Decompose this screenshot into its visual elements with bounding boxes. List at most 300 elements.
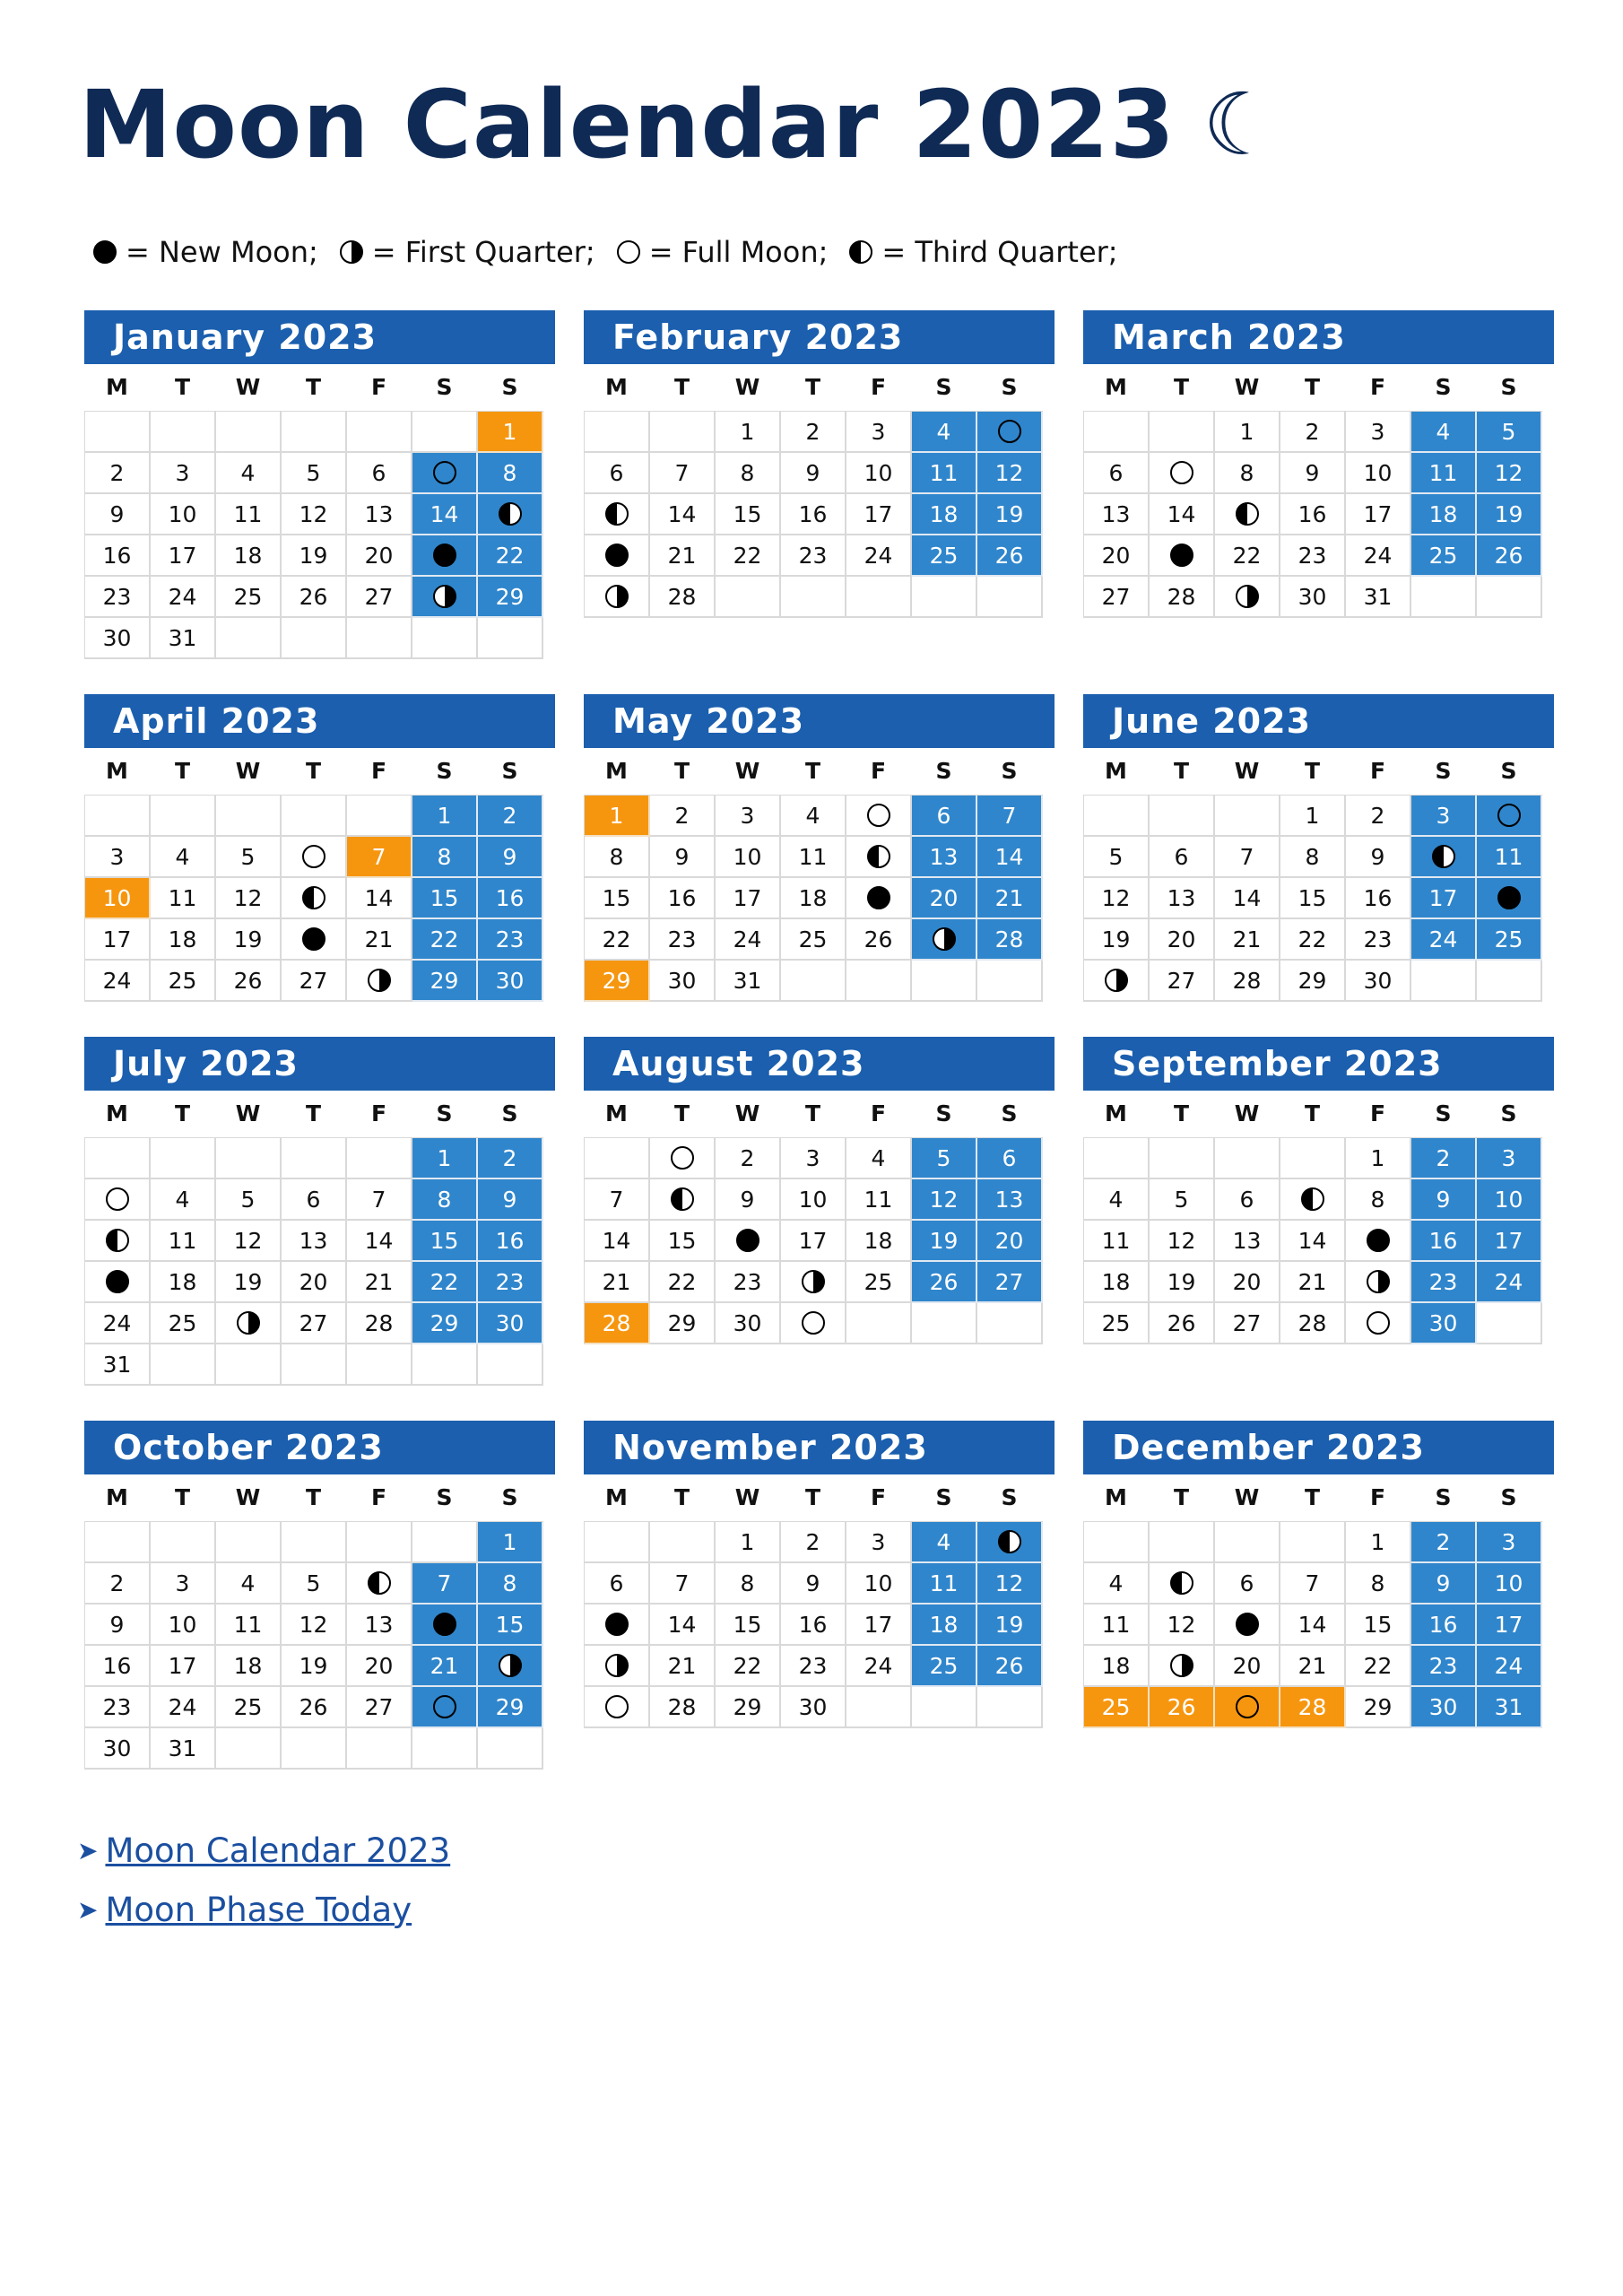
day-cell[interactable] (585, 535, 650, 577)
day-cell[interactable] (1411, 1138, 1477, 1179)
day-cell[interactable] (781, 878, 846, 919)
day-cell[interactable] (912, 1563, 977, 1605)
day-cell[interactable] (716, 878, 781, 919)
day-cell[interactable] (585, 878, 650, 919)
day-cell[interactable] (585, 453, 650, 494)
day-cell[interactable] (85, 1344, 151, 1386)
day-cell[interactable] (1215, 919, 1280, 961)
day-cell[interactable] (85, 494, 151, 535)
day-cell[interactable] (1215, 494, 1280, 535)
day-cell[interactable] (912, 1522, 977, 1563)
day-cell[interactable] (478, 919, 543, 961)
day-cell[interactable] (1477, 1522, 1542, 1563)
day-cell[interactable] (781, 494, 846, 535)
day-cell[interactable] (1280, 412, 1346, 453)
day-cell[interactable] (1280, 1303, 1346, 1344)
link-0[interactable]: Moon Calendar 2023 (105, 1831, 451, 1870)
day-cell[interactable] (912, 837, 977, 878)
day-cell[interactable] (977, 1138, 1043, 1179)
day-cell[interactable] (1280, 494, 1346, 535)
day-cell[interactable] (977, 412, 1043, 453)
day-cell[interactable] (1084, 1221, 1150, 1262)
day-cell[interactable] (1280, 453, 1346, 494)
day-cell[interactable] (846, 1522, 912, 1563)
day-cell[interactable] (347, 1262, 412, 1303)
day-cell[interactable] (1084, 577, 1150, 618)
day-cell[interactable] (478, 1303, 543, 1344)
day-cell[interactable] (716, 1522, 781, 1563)
day-cell[interactable] (650, 1303, 716, 1344)
day-cell[interactable] (1411, 796, 1477, 837)
day-cell[interactable] (1477, 535, 1542, 577)
day-cell[interactable] (1084, 1303, 1150, 1344)
day-cell[interactable] (151, 1728, 216, 1770)
day-cell[interactable] (282, 1687, 347, 1728)
day-cell[interactable] (1411, 1605, 1477, 1646)
day-cell[interactable] (1150, 1179, 1215, 1221)
day-cell[interactable] (478, 494, 543, 535)
day-cell[interactable] (1411, 1687, 1477, 1728)
day-cell[interactable] (1346, 412, 1411, 453)
day-cell[interactable] (585, 1687, 650, 1728)
day-cell[interactable] (846, 1138, 912, 1179)
day-cell[interactable] (1477, 1138, 1542, 1179)
day-cell[interactable] (216, 1303, 282, 1344)
day-cell[interactable] (1346, 1687, 1411, 1728)
day-cell[interactable] (85, 577, 151, 618)
day-cell[interactable] (347, 1179, 412, 1221)
day-cell[interactable] (846, 1605, 912, 1646)
day-cell[interactable] (1215, 837, 1280, 878)
day-cell[interactable] (1346, 1179, 1411, 1221)
day-cell[interactable] (1084, 1646, 1150, 1687)
day-cell[interactable] (1411, 1179, 1477, 1221)
day-cell[interactable] (781, 1605, 846, 1646)
day-cell[interactable] (412, 494, 478, 535)
day-cell[interactable] (282, 494, 347, 535)
day-cell[interactable] (1084, 1179, 1150, 1221)
day-cell[interactable] (912, 878, 977, 919)
day-cell[interactable] (216, 961, 282, 1002)
day-cell[interactable] (1150, 878, 1215, 919)
day-cell[interactable] (846, 453, 912, 494)
day-cell[interactable] (1477, 1221, 1542, 1262)
day-cell[interactable] (1150, 577, 1215, 618)
day-cell[interactable] (585, 1262, 650, 1303)
day-cell[interactable] (1280, 878, 1346, 919)
day-cell[interactable] (478, 1646, 543, 1687)
day-cell[interactable] (1084, 961, 1150, 1002)
day-cell[interactable] (478, 878, 543, 919)
day-cell[interactable] (585, 837, 650, 878)
day-cell[interactable] (478, 796, 543, 837)
day-cell[interactable] (781, 796, 846, 837)
day-cell[interactable] (1150, 919, 1215, 961)
day-cell[interactable] (1346, 837, 1411, 878)
day-cell[interactable] (1150, 1605, 1215, 1646)
day-cell[interactable] (912, 494, 977, 535)
day-cell[interactable] (585, 494, 650, 535)
day-cell[interactable] (781, 1522, 846, 1563)
day-cell[interactable] (151, 1605, 216, 1646)
day-cell[interactable] (912, 1262, 977, 1303)
day-cell[interactable] (716, 1563, 781, 1605)
day-cell[interactable] (282, 1563, 347, 1605)
day-cell[interactable] (216, 1646, 282, 1687)
day-cell[interactable] (85, 1221, 151, 1262)
day-cell[interactable] (781, 1262, 846, 1303)
day-cell[interactable] (1215, 1221, 1280, 1262)
day-cell[interactable] (85, 453, 151, 494)
day-cell[interactable] (716, 1687, 781, 1728)
day-cell[interactable] (1280, 1221, 1346, 1262)
day-cell[interactable] (216, 837, 282, 878)
day-cell[interactable] (912, 1179, 977, 1221)
day-cell[interactable] (1346, 1522, 1411, 1563)
day-cell[interactable] (1346, 577, 1411, 618)
day-cell[interactable] (347, 1646, 412, 1687)
day-cell[interactable] (1280, 837, 1346, 878)
day-cell[interactable] (216, 1179, 282, 1221)
day-cell[interactable] (585, 1605, 650, 1646)
day-cell[interactable] (347, 1303, 412, 1344)
day-cell[interactable] (912, 535, 977, 577)
day-cell[interactable] (412, 961, 478, 1002)
link-1[interactable]: Moon Phase Today (105, 1890, 412, 1929)
day-cell[interactable] (585, 1221, 650, 1262)
day-cell[interactable] (1150, 1646, 1215, 1687)
day-cell[interactable] (1215, 1563, 1280, 1605)
day-cell[interactable] (1411, 1221, 1477, 1262)
day-cell[interactable] (216, 1262, 282, 1303)
day-cell[interactable] (1477, 412, 1542, 453)
day-cell[interactable] (1477, 453, 1542, 494)
day-cell[interactable] (716, 1646, 781, 1687)
day-cell[interactable] (1084, 1687, 1150, 1728)
day-cell[interactable] (650, 1138, 716, 1179)
day-cell[interactable] (1411, 453, 1477, 494)
day-cell[interactable] (846, 919, 912, 961)
day-cell[interactable] (650, 1221, 716, 1262)
day-cell[interactable] (151, 1687, 216, 1728)
day-cell[interactable] (1215, 1179, 1280, 1221)
day-cell[interactable] (151, 1646, 216, 1687)
day-cell[interactable] (1084, 837, 1150, 878)
day-cell[interactable] (347, 577, 412, 618)
day-cell[interactable] (1346, 796, 1411, 837)
day-cell[interactable] (1084, 1605, 1150, 1646)
day-cell[interactable] (151, 1221, 216, 1262)
day-cell[interactable] (1477, 796, 1542, 837)
day-cell[interactable] (151, 494, 216, 535)
day-cell[interactable] (85, 1563, 151, 1605)
day-cell[interactable] (1150, 535, 1215, 577)
day-cell[interactable] (347, 961, 412, 1002)
day-cell[interactable] (1411, 494, 1477, 535)
day-cell[interactable] (1150, 1221, 1215, 1262)
day-cell[interactable] (1215, 1687, 1280, 1728)
day-cell[interactable] (151, 1303, 216, 1344)
day-cell[interactable] (846, 412, 912, 453)
day-cell[interactable] (1215, 1262, 1280, 1303)
day-cell[interactable] (716, 453, 781, 494)
day-cell[interactable] (151, 1563, 216, 1605)
day-cell[interactable] (912, 1138, 977, 1179)
day-cell[interactable] (1477, 1646, 1542, 1687)
day-cell[interactable] (151, 1262, 216, 1303)
day-cell[interactable] (1411, 837, 1477, 878)
day-cell[interactable] (716, 919, 781, 961)
day-cell[interactable] (478, 1221, 543, 1262)
day-cell[interactable] (1477, 919, 1542, 961)
day-cell[interactable] (478, 1605, 543, 1646)
day-cell[interactable] (846, 796, 912, 837)
day-cell[interactable] (650, 1563, 716, 1605)
day-cell[interactable] (716, 796, 781, 837)
day-cell[interactable] (846, 1646, 912, 1687)
day-cell[interactable] (977, 494, 1043, 535)
day-cell[interactable] (347, 1605, 412, 1646)
day-cell[interactable] (781, 919, 846, 961)
day-cell[interactable] (912, 796, 977, 837)
day-cell[interactable] (1215, 878, 1280, 919)
day-cell[interactable] (977, 535, 1043, 577)
day-cell[interactable] (716, 1262, 781, 1303)
day-cell[interactable] (412, 878, 478, 919)
day-cell[interactable] (1215, 961, 1280, 1002)
day-cell[interactable] (347, 878, 412, 919)
day-cell[interactable] (1084, 878, 1150, 919)
day-cell[interactable] (1150, 494, 1215, 535)
day-cell[interactable] (1477, 878, 1542, 919)
day-cell[interactable] (846, 1179, 912, 1221)
day-cell[interactable] (85, 878, 151, 919)
day-cell[interactable] (412, 919, 478, 961)
day-cell[interactable] (85, 1687, 151, 1728)
day-cell[interactable] (585, 919, 650, 961)
day-cell[interactable] (282, 535, 347, 577)
day-cell[interactable] (1150, 1303, 1215, 1344)
day-cell[interactable] (977, 1646, 1043, 1687)
day-cell[interactable] (1411, 412, 1477, 453)
day-cell[interactable] (1150, 1262, 1215, 1303)
day-cell[interactable] (478, 1687, 543, 1728)
day-cell[interactable] (1280, 1605, 1346, 1646)
day-cell[interactable] (1477, 1262, 1542, 1303)
day-cell[interactable] (716, 535, 781, 577)
day-cell[interactable] (781, 535, 846, 577)
day-cell[interactable] (716, 494, 781, 535)
day-cell[interactable] (1346, 1303, 1411, 1344)
day-cell[interactable] (650, 1262, 716, 1303)
day-cell[interactable] (478, 1179, 543, 1221)
day-cell[interactable] (1346, 1138, 1411, 1179)
day-cell[interactable] (650, 919, 716, 961)
day-cell[interactable] (585, 1303, 650, 1344)
day-cell[interactable] (716, 412, 781, 453)
day-cell[interactable] (650, 453, 716, 494)
day-cell[interactable] (1346, 494, 1411, 535)
day-cell[interactable] (1411, 878, 1477, 919)
day-cell[interactable] (846, 1262, 912, 1303)
day-cell[interactable] (282, 919, 347, 961)
day-cell[interactable] (1280, 535, 1346, 577)
day-cell[interactable] (1084, 535, 1150, 577)
day-cell[interactable] (347, 494, 412, 535)
day-cell[interactable] (151, 961, 216, 1002)
day-cell[interactable] (282, 1262, 347, 1303)
day-cell[interactable] (1346, 1646, 1411, 1687)
day-cell[interactable] (650, 1179, 716, 1221)
day-cell[interactable] (478, 453, 543, 494)
day-cell[interactable] (85, 1262, 151, 1303)
day-cell[interactable] (1280, 1687, 1346, 1728)
day-cell[interactable] (1280, 1646, 1346, 1687)
day-cell[interactable] (85, 618, 151, 659)
day-cell[interactable] (347, 837, 412, 878)
day-cell[interactable] (1411, 1522, 1477, 1563)
day-cell[interactable] (412, 1303, 478, 1344)
day-cell[interactable] (585, 1646, 650, 1687)
day-cell[interactable] (650, 535, 716, 577)
day-cell[interactable] (716, 1179, 781, 1221)
day-cell[interactable] (912, 453, 977, 494)
day-cell[interactable] (585, 577, 650, 618)
day-cell[interactable] (1150, 1687, 1215, 1728)
day-cell[interactable] (412, 1646, 478, 1687)
day-cell[interactable] (1411, 919, 1477, 961)
day-cell[interactable] (1280, 577, 1346, 618)
day-cell[interactable] (781, 1138, 846, 1179)
day-cell[interactable] (1346, 919, 1411, 961)
day-cell[interactable] (85, 919, 151, 961)
day-cell[interactable] (1280, 796, 1346, 837)
day-cell[interactable] (977, 878, 1043, 919)
day-cell[interactable] (412, 577, 478, 618)
day-cell[interactable] (1150, 961, 1215, 1002)
day-cell[interactable] (85, 1646, 151, 1687)
day-cell[interactable] (716, 1605, 781, 1646)
day-cell[interactable] (1346, 1221, 1411, 1262)
day-cell[interactable] (977, 1563, 1043, 1605)
day-cell[interactable] (1477, 1563, 1542, 1605)
day-cell[interactable] (216, 1563, 282, 1605)
day-cell[interactable] (1215, 1303, 1280, 1344)
day-cell[interactable] (650, 494, 716, 535)
day-cell[interactable] (151, 919, 216, 961)
day-cell[interactable] (216, 1687, 282, 1728)
day-cell[interactable] (781, 1303, 846, 1344)
day-cell[interactable] (85, 1728, 151, 1770)
day-cell[interactable] (478, 412, 543, 453)
day-cell[interactable] (85, 1303, 151, 1344)
day-cell[interactable] (282, 961, 347, 1002)
day-cell[interactable] (478, 535, 543, 577)
day-cell[interactable] (1346, 1262, 1411, 1303)
day-cell[interactable] (846, 878, 912, 919)
day-cell[interactable] (1411, 1303, 1477, 1344)
day-cell[interactable] (282, 1605, 347, 1646)
day-cell[interactable] (85, 1179, 151, 1221)
day-cell[interactable] (412, 1563, 478, 1605)
day-cell[interactable] (1346, 878, 1411, 919)
day-cell[interactable] (716, 961, 781, 1002)
day-cell[interactable] (846, 1563, 912, 1605)
day-cell[interactable] (478, 1563, 543, 1605)
day-cell[interactable] (412, 453, 478, 494)
day-cell[interactable] (1346, 1563, 1411, 1605)
day-cell[interactable] (912, 1221, 977, 1262)
day-cell[interactable] (1215, 1605, 1280, 1646)
day-cell[interactable] (585, 1179, 650, 1221)
day-cell[interactable] (1346, 961, 1411, 1002)
day-cell[interactable] (977, 837, 1043, 878)
day-cell[interactable] (478, 961, 543, 1002)
day-cell[interactable] (347, 1687, 412, 1728)
day-cell[interactable] (846, 1221, 912, 1262)
day-cell[interactable] (151, 1179, 216, 1221)
day-cell[interactable] (1280, 1563, 1346, 1605)
day-cell[interactable] (1084, 453, 1150, 494)
day-cell[interactable] (151, 837, 216, 878)
day-cell[interactable] (585, 1563, 650, 1605)
day-cell[interactable] (412, 1179, 478, 1221)
day-cell[interactable] (282, 1179, 347, 1221)
day-cell[interactable] (216, 494, 282, 535)
day-cell[interactable] (1280, 961, 1346, 1002)
day-cell[interactable] (977, 919, 1043, 961)
day-cell[interactable] (216, 878, 282, 919)
day-cell[interactable] (1346, 1605, 1411, 1646)
day-cell[interactable] (347, 919, 412, 961)
day-cell[interactable] (1477, 1687, 1542, 1728)
day-cell[interactable] (1477, 1605, 1542, 1646)
day-cell[interactable] (716, 1303, 781, 1344)
day-cell[interactable] (912, 919, 977, 961)
day-cell[interactable] (977, 796, 1043, 837)
day-cell[interactable] (650, 837, 716, 878)
day-cell[interactable] (85, 535, 151, 577)
day-cell[interactable] (716, 1221, 781, 1262)
day-cell[interactable] (1346, 453, 1411, 494)
day-cell[interactable] (151, 618, 216, 659)
day-cell[interactable] (977, 1262, 1043, 1303)
day-cell[interactable] (151, 535, 216, 577)
day-cell[interactable] (1084, 919, 1150, 961)
day-cell[interactable] (347, 1221, 412, 1262)
day-cell[interactable] (85, 1605, 151, 1646)
day-cell[interactable] (781, 453, 846, 494)
day-cell[interactable] (216, 577, 282, 618)
day-cell[interactable] (1150, 837, 1215, 878)
day-cell[interactable] (412, 1687, 478, 1728)
day-cell[interactable] (781, 1179, 846, 1221)
day-cell[interactable] (585, 796, 650, 837)
day-cell[interactable] (650, 1605, 716, 1646)
day-cell[interactable] (1150, 1563, 1215, 1605)
day-cell[interactable] (650, 796, 716, 837)
day-cell[interactable] (478, 1262, 543, 1303)
day-cell[interactable] (151, 453, 216, 494)
day-cell[interactable] (1411, 535, 1477, 577)
day-cell[interactable] (846, 494, 912, 535)
day-cell[interactable] (1215, 412, 1280, 453)
day-cell[interactable] (282, 453, 347, 494)
day-cell[interactable] (650, 878, 716, 919)
day-cell[interactable] (412, 1221, 478, 1262)
day-cell[interactable] (781, 1221, 846, 1262)
day-cell[interactable] (1280, 1262, 1346, 1303)
